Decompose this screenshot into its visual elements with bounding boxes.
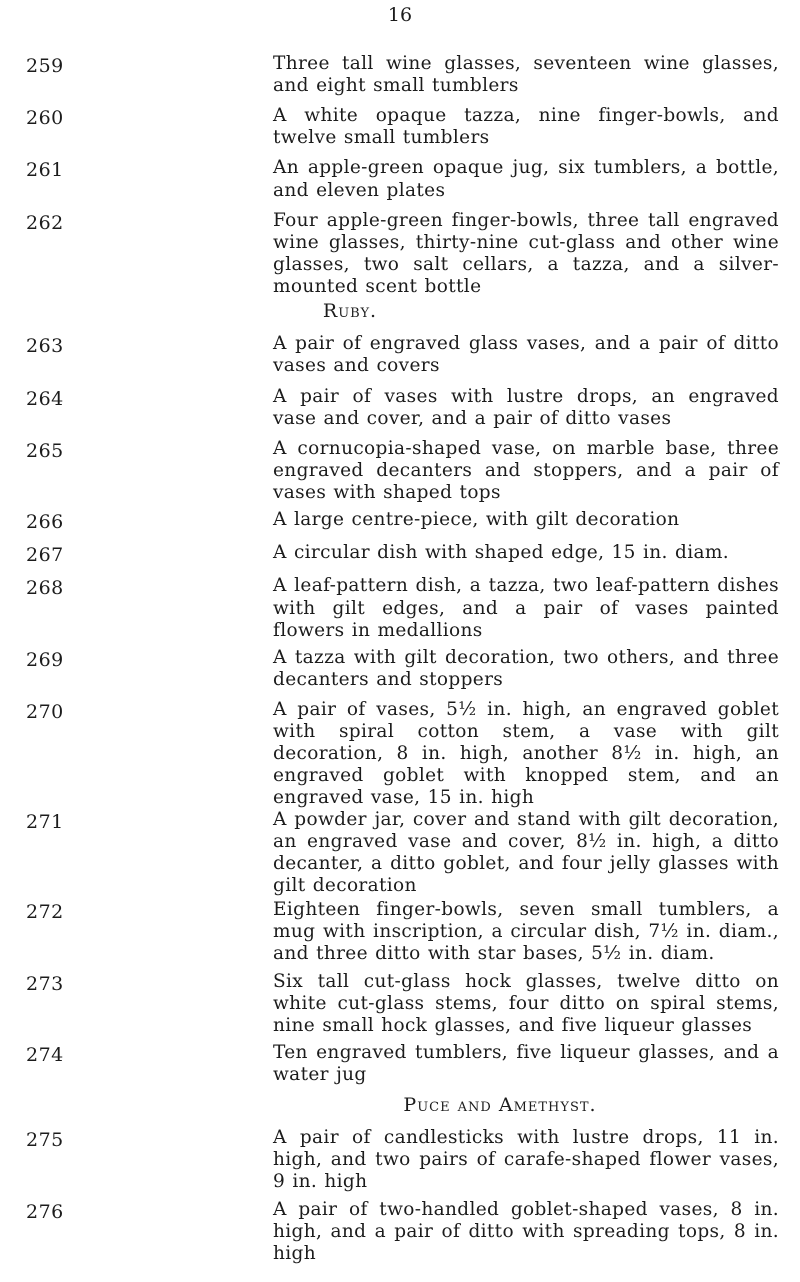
lot-description: A powder jar, cover and stand with gilt decoration, an engraved vase and cover, 8½ in. high, a ditto decanter, a ditto goblet, and four jelly glasses with gilt decoration <box>273 808 779 896</box>
lot-number: 263 <box>26 335 64 358</box>
lot-number: 268 <box>26 577 64 600</box>
lot-number: 270 <box>26 701 64 724</box>
lot-description: A leaf-pattern dish, a tazza, two leaf-pattern dishes with gilt edges, and a pair of vases painted flowers in medallions <box>273 575 779 641</box>
lot-description: A white opaque tazza, nine finger-bowls, and twelve small tumblers <box>273 105 779 149</box>
lot-description: Six tall cut-glass hock glasses, twelve ditto on white cut-glass stems, four ditto on spiral stems, nine small hock glasses, and five liqueur glasses <box>273 970 779 1036</box>
lot-description: A pair of candlesticks with lustre drops, 11 in. high, and two pairs of carafe-shaped flower vases, 9 in. high <box>273 1127 779 1193</box>
lot-number: 260 <box>26 107 64 130</box>
lot-description: Three tall wine glasses, seventeen wine glasses, and eight small tumblers <box>273 53 779 97</box>
lot-description: A tazza with gilt decoration, two others, and three decanters and stoppers <box>273 646 779 690</box>
lot-number: 266 <box>26 511 64 534</box>
section-heading-puce-amethyst: Puce and Amethyst. <box>403 1094 597 1117</box>
lot-number: 273 <box>26 972 64 995</box>
lot-description: A pair of engraved glass vases, and a pair of ditto vases and covers <box>273 333 779 377</box>
section-heading-ruby: Ruby. <box>322 300 378 323</box>
page-number: 16 <box>387 4 413 26</box>
lot-description: A pair of two-handled goblet-shaped vases, 8 in. high, and a pair of ditto with spreading tops, 8 in. high <box>273 1198 779 1264</box>
lot-number: 262 <box>26 211 64 234</box>
lot-description: A pair of vases with lustre drops, an engraved vase and cover, and a pair of ditto vases <box>273 385 779 429</box>
lot-number: 261 <box>26 159 64 182</box>
lot-number: 269 <box>26 648 64 671</box>
lot-number: 275 <box>26 1129 64 1152</box>
lot-number: 271 <box>26 810 64 833</box>
lot-description: Ten engraved tumblers, five liqueur glasses, and a water jug <box>273 1041 779 1085</box>
lot-description: Eighteen finger-bowls, seven small tumblers, a mug with inscription, a circular dish, 7½ in. diam., and three ditto with star bases, 5½ in. diam. <box>273 899 779 965</box>
lot-number: 267 <box>26 544 64 567</box>
lot-number: 274 <box>26 1043 64 1066</box>
lot-description: A large centre-piece, with gilt decoration <box>273 509 680 531</box>
lot-description: A circular dish with shaped edge, 15 in. diam. <box>273 542 729 564</box>
lot-number: 272 <box>26 901 64 924</box>
lot-number: 265 <box>26 439 64 462</box>
lot-number: 259 <box>26 55 64 77</box>
lot-description: Four apple-green finger-bowls, three tall engraved wine glasses, thirty-nine cut-glass and other wine glasses, two salt cellars, a tazza, and a silver-mounted scent bottle <box>273 209 779 297</box>
lot-description: A cornucopia-shaped vase, on marble base, three engraved decanters and stoppers, and a pair of vases with shaped tops <box>273 437 779 503</box>
lot-number: 264 <box>26 387 64 410</box>
lot-description: An apple-green opaque jug, six tumblers, a bottle, and eleven plates <box>273 157 779 201</box>
lot-description: A pair of vases, 5½ in. high, an engraved goblet with spiral cotton stem, a vase with gilt decoration, 8 in. high, another 8½ in. high, an engraved goblet with knopped stem, and an engraved vase, 15 in. high <box>273 699 779 809</box>
lot-number: 276 <box>26 1200 64 1223</box>
